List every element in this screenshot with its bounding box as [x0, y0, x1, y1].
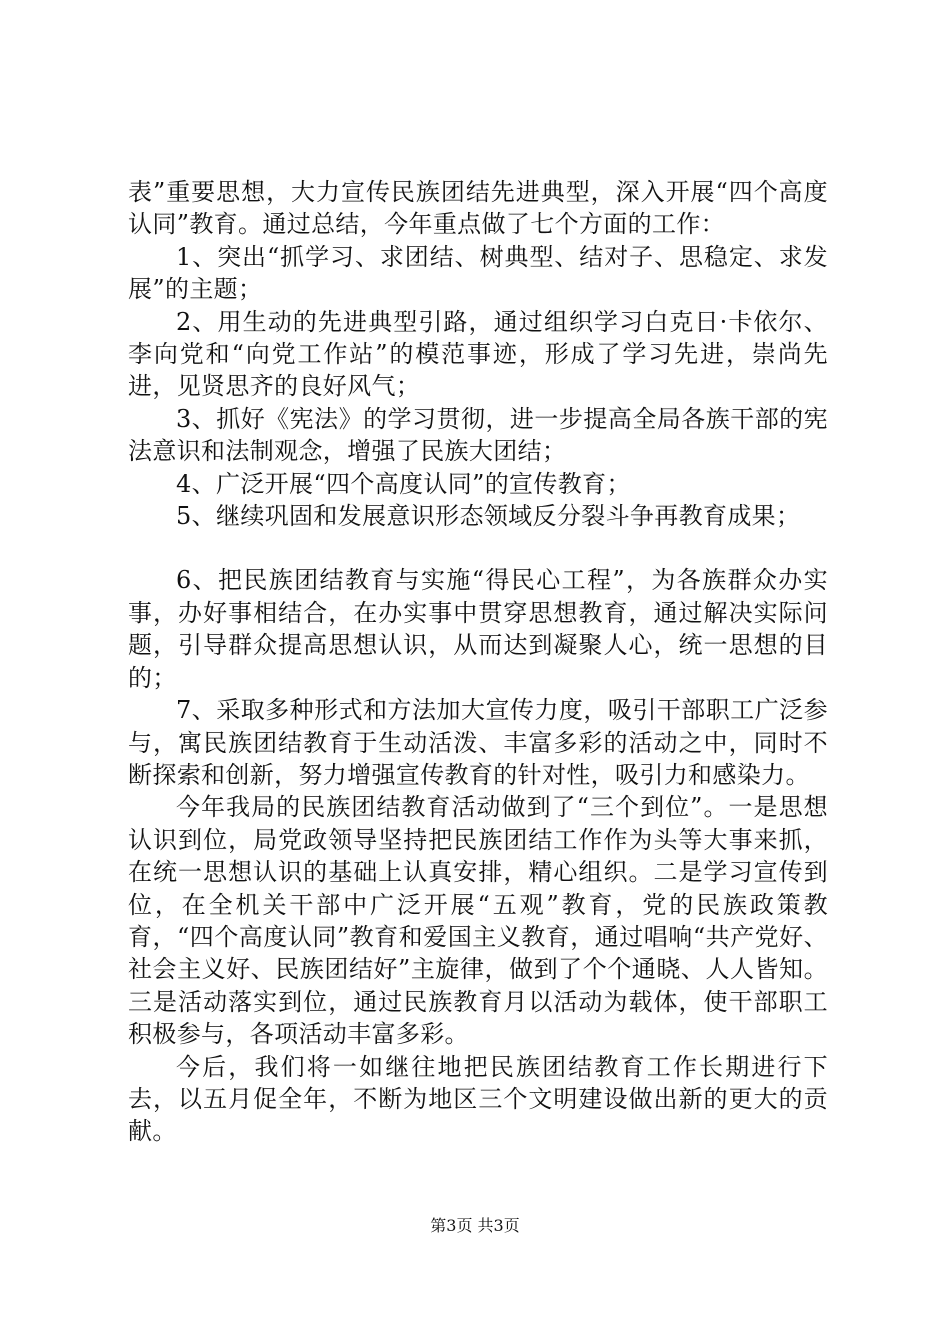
paragraph-item-1: 1、突出“抓学习、求团结、树典型、结对子、思稳定、求发展”的主题； [128, 242, 828, 304]
document-body [128, 176, 828, 1148]
paragraph-item-5: 5、继续巩固和发展意识形态领域反分裂斗争再教育成果； [176, 502, 801, 531]
paragraph-continuation: 表”重要思想，大力宣传民族团结先进典型，深入开展“四个高度认同”教育。通过总结，今年重点做了七个方面的工作： [128, 178, 828, 239]
paragraph-conclusion: 今后，我们将一如继往地把民族团结教育工作长期进行下去，以五月促全年，不断为地区三个文明建设做出新的更大的贡献。 [128, 1052, 828, 1146]
paragraph-item-2: 2、用生动的先进典型引路，通过组织学习白克日·卡依尔、李向党和“向党工作站”的模范事迹，形成了学习先进，崇尚先进，见贤思齐的良好风气； [128, 307, 828, 401]
paragraph-three-in-place: 今年我局的民族团结教育活动做到了“三个到位”。一是思想认识到位，局党政领导坚持把民族团结工作作为头等大事来抓，在统一思想认识的基础上认真安排，精心组织。二是学习宣传到位，在全机关干部中广泛开展“五观”教育，党的民族政策教育，“四个高度认同”教育和爱国主义教育，通过唱响“共产党好、社会主义好、民族团结好”主旋律，做到了个个通晓、人人皆知。三是活动落实到位，通过民族教育月以活动为载体，使干部职工积极参与，各项活动丰富多彩。 [128, 793, 828, 1049]
paragraph-item-4: 4、广泛开展“四个高度认同”的宣传教育； [176, 469, 631, 498]
page-footer: 第3页 共3页 [430, 1216, 520, 1235]
paragraph-item-6: 6、把民族团结教育与实施“得民心工程”，为各族群众办实事，办好事相结合，在办实事中贯穿思想教育，通过解决实际问题，引导群众提高思想认识，从而达到凝聚人心，统一思想的目的； [128, 566, 828, 692]
paragraph-item-7: 7、采取多种形式和方法加大宣传力度，吸引干部职工广泛参与，寓民族团结教育于生动活泼、丰富多彩的活动之中，同时不断探索和创新，努力增强宣传教育的针对性，吸引力和感染力。 [128, 696, 828, 789]
paragraph-item-3: 3、抓好《宪法》的学习贯彻，进一步提高全局各族干部的宪法意识和法制观念，增强了民族大团结； [128, 404, 828, 466]
